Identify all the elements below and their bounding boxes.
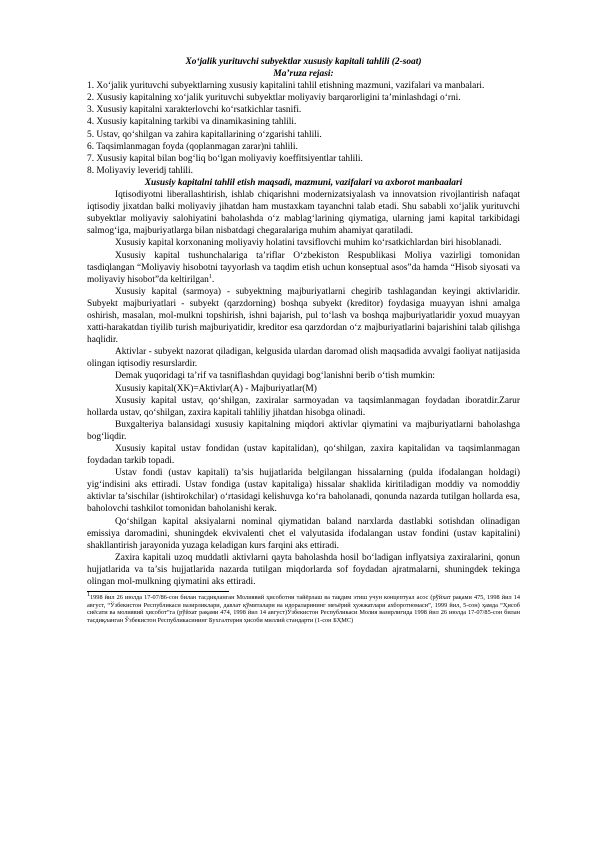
- body-paragraph: Ustav fondi (ustav kapitali) ta’sis hujjatlarida belgilangan hissalarning (pulda ifodalangan holdagi) yig‘indisini aks ettiradi. Ustav fondiga (ustav kapitaliga) hissalar shaklida kiritiladigan moddiy va nomoddiy aktivlar ta’sischilar (ishtirokchilar) o‘rtasidagi kelishuvga ko‘ra baholanadi, qonunda nazarda tutilgan hollarda esa, baholovchi tashkilot tomonidan baholanishi kerak.: [87, 468, 520, 515]
- body-paragraph: Demak yuqoridagi ta’rif va tasniflashdan quyidagi bog‘lanishni berib o‘tish mumkin:: [115, 371, 435, 382]
- footnote-text: 1998 йил 26 июлда 17-07/86-сон билан тасдиқланган Молиявий ҳисоботни тайёрлаш ва тақдим этиш учун концептуал асос (рўйхат рақами 475, 1998 йил 14 август, “Ўзбекистон Республикаси вазирликлари, давлат қўмиталари ва идораларининг меъёрий ҳужжатлари ахборотномаси”, 1999 йил, 5-сон) ҳамда “Ҳисоб сиёсати ва молиявий ҳисобот”га (рўйхат рақами 474, 1998 йил 14 август)Ўзбекистон Республикаси Молия вазирлигида 1998 йил 26 июлда 17-07/85-сон билан тасдиқланган Ўзбекистон Республикасининг Бухгалтерия ҳисоби миллий стандарти (1-сон БҲМС): [87, 594, 520, 624]
- lecture-plan-heading: Ma’ruza rejasi:: [273, 69, 334, 80]
- body-paragraph: [87, 250, 520, 286]
- footnote: [87, 594, 520, 624]
- plan-item: 2. Xususiy kapitalning xo‘jalik yurituvchi subyektlar moliyaviy barqarorligini ta’minlashdagi o‘rni.: [87, 93, 461, 104]
- body-paragraph: Zaxira kapitali uzoq muddatli aktivlarni qayta baholashda hosil bo‘ladigan inflyatsiya zaxiralarini, qonun hujjatlarida va ta’sis hujjatlarida nazarda tutilgan miqdorlarda sof foydadan ajratmalarni, shuningdek tekinga olingan mol-mulkning qiymatini aks ettiradi.: [87, 552, 520, 588]
- body-paragraph: Xususiy kapital (sarmoya) - subyektning majburiyatlarni chegirib tashlagandan keyingi aktivlaridir. Subyekt majburiyatlari - subyekt (qarzdorning) boshqa subyekt (kreditor) foydasiga muayyan ishni amalga oshirish, masalan, mol-mulkni topshirish, ishni bajarish, pul to‘lash va boshqa majburiyatlaridir yoxud muayyan xatti-harakatdan tiyilib turish majburiyatidir, kreditor esa qarzdordan o‘z majburiyatlarini bajarishini talab qilishga haqlidir.: [87, 286, 520, 346]
- formula-line: Xususiy kapital(XK)=Aktivlar(A) - Majburiyatlar(M): [115, 383, 317, 394]
- plan-item: 3. Xususiy kapitalni xarakterlovchi ko‘rsatkichlar tasnifi.: [87, 105, 302, 116]
- plan-item: 8. Moliyaviy leveridj tahlili.: [87, 165, 193, 176]
- body-paragraph: Xususiy kapital korxonaning moliyaviy holatini tavsiflovchi muhim ko‘rsatkichlardan biri hisoblanadi.: [115, 238, 502, 249]
- footnote-separator: [87, 591, 229, 592]
- plan-item: 1. Xo‘jalik yurituvchi subyektlarning xususiy kapitalini tahlil etishning mazmuni, vazifalari va manbalari.: [87, 81, 485, 92]
- footnote-marker: 1: [87, 592, 90, 599]
- body-paragraph: Aktivlar - subyekt nazorat qiladigan, kelgusida ulardan daromad olish maqsadida avvalgi faoliyat natijasida olingan iqtisodiy resurslardir.: [87, 347, 520, 370]
- document-title: Xo‘jalik yurituvchi subyektlar xususiy kapitali tahlili (2-soat): [185, 57, 422, 67]
- paragraph-text-end: .: [211, 274, 215, 285]
- body-paragraph: Xususiy kapital ustav, qo‘shilgan, zaxiralar sarmoyadan va taqsimlanmagan foydadan iboratdir.Zarur hollarda ustav, qo‘shilgan, zaxira kapitali tahliliy jihatdan hisobga olinadi.: [87, 395, 520, 418]
- body-paragraph: Buxgalteriya balansidagi xususiy kapitalning miqdori aktivlar qiymatini va majburiyatlarni baholashga bog‘liqdir.: [87, 419, 520, 442]
- plan-item: 6. Taqsimlanmagan foyda (qoplanmagan zarar)ni tahlili.: [87, 141, 298, 152]
- section-heading: Xususiy kapitalni tahlil etish maqsadi, mazmuni, vazifalari va axborot manbaalari: [144, 177, 463, 188]
- body-paragraph: Qo‘shilgan kapital aksiyalarni nominal qiymatidan baland narxlarda dastlabki sotishdan olinadigan emissiya daromadini, shuningdek ekvivalenti chet el valyutasida ifodalangan ustav fondini (ustav kapitalini) shakllantirish jarayonida yuzaga keladigan kurs farqini aks ettiradi.: [87, 516, 520, 551]
- plan-item: 7. Xususiy kapital bilan bog‘liq bo‘lgan moliyaviy koeffitsiyentlar tahlili.: [87, 153, 363, 164]
- paragraph-text: Xususiy kapital tushunchalariga ta’riflar O‘zbekiston Respublikasi Moliya vazirligi tomonidan tasdiqlangan “Moliyaviy hisobotni tayyorlash va taqdim etish uchun konseptual asos”da hamda “Hisob siyosati va moliyaviy hisobot”da keltirilgan: [87, 250, 520, 285]
- footnote-reference[interactable]: 1: [208, 273, 212, 280]
- plan-item: 5. Ustav, qo‘shilgan va zahira kapitallarining o‘zgarishi tahlili.: [87, 129, 322, 140]
- lecture-plan-list: [87, 80, 520, 177]
- plan-item: 4. Xususiy kapitalning tarkibi va dinamikasining tahlili.: [87, 117, 297, 128]
- document-page: [87, 56, 520, 624]
- body-paragraph: Iqtisodiyotni liberallashtirish, ishlab chiqarishni modernizatsiyalash va innovatsion rivojlantirish nafaqat iqtisodiy jixatdan balki moliyaviy jihatdan ham mustaxkam tayanchni talab etadi. Shu sababli xo‘jalik yurituvchi subyektlar moliyaviy salohiyatini baholashda o‘z mablag‘larining qiymatiga, ularning jami kapital tarkibidagi salmog‘iga, majburiyatlarga bilan nisbatdagi chegaralariga muhim ahamiyat qaratiladi.: [87, 190, 520, 237]
- body-paragraph: Xususiy kapital ustav fondidan (ustav kapitalidan), qo‘shilgan, zaxira kapitalidan va taqsimlanmagan foydadan tarkib topadi.: [87, 444, 520, 467]
